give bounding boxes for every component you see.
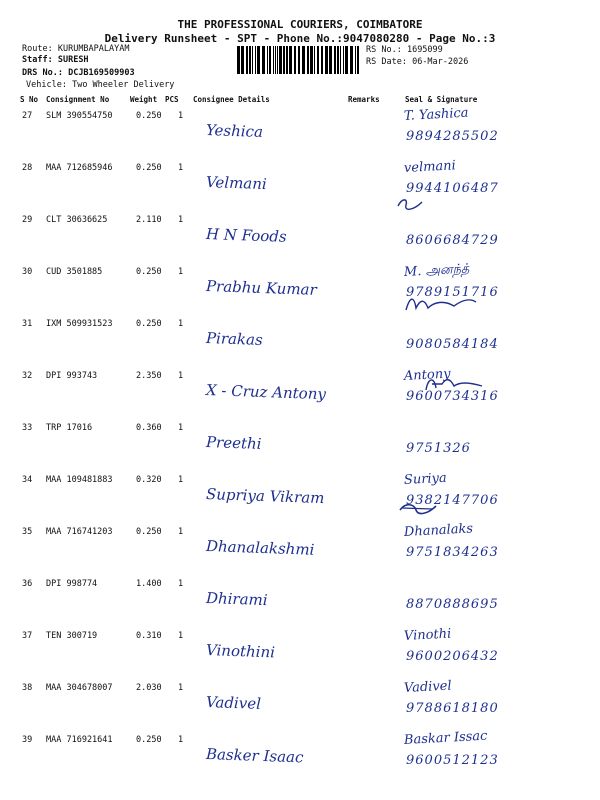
row-sno: 32 xyxy=(22,371,33,381)
barcode xyxy=(236,46,362,74)
row-consignment-no: SLM 390554750 xyxy=(46,111,113,121)
col-seal-header: Seal & Signature xyxy=(405,95,478,104)
row-signature-handwritten: M. அனந்த் xyxy=(403,261,470,280)
row-weight: 0.250 xyxy=(136,267,162,277)
col-remarks-header: Remarks xyxy=(348,95,380,104)
row-pcs: 1 xyxy=(178,423,184,433)
row-phone-handwritten: 9789151716 xyxy=(406,285,499,300)
row-phone-handwritten: 8606684729 xyxy=(406,233,499,248)
row-weight: 0.250 xyxy=(136,163,162,173)
staff-value: SURESH xyxy=(57,55,89,65)
row-sno: 35 xyxy=(22,527,33,537)
row-sno: 27 xyxy=(22,111,33,121)
row-weight: 0.250 xyxy=(136,111,162,121)
runsheet-title: THE PROFESSIONAL COURIERS, COIMBATORE xyxy=(177,18,423,31)
row-sno: 36 xyxy=(22,579,33,589)
row-consignee-handwritten: Velmani xyxy=(205,173,268,194)
row-phone-handwritten: 9894285502 xyxy=(406,129,499,144)
row-signature-handwritten: velmani xyxy=(403,158,457,176)
row-consignment-no: TEN 300719 xyxy=(46,631,98,641)
row-signature-handwritten: Antony xyxy=(403,366,451,384)
row-phone-handwritten: 9751326 xyxy=(406,441,471,456)
vehicle-line: Vehicle: Two Wheeler Delivery xyxy=(26,80,175,90)
row-consignee-handwritten: X - Cruz Antony xyxy=(205,381,327,404)
row-weight: 0.310 xyxy=(136,631,162,641)
row-consignee-handwritten: Dhanalakshmi xyxy=(205,537,315,559)
signature-scribble-33 xyxy=(424,374,484,394)
drs-line: DRS No.: DCJB169509903 xyxy=(22,68,135,78)
row-consignee-handwritten: Pirakas xyxy=(205,329,264,349)
row-pcs: 1 xyxy=(178,371,184,381)
signature-scribble-29 xyxy=(396,196,424,212)
row-sno: 37 xyxy=(22,631,33,641)
row-sno: 34 xyxy=(22,475,33,485)
row-consignee-handwritten: Vinothini xyxy=(205,641,276,662)
row-consignee-handwritten: Basker Isaac xyxy=(205,745,304,767)
row-consignment-no: MAA 712685946 xyxy=(46,163,113,173)
row-weight: 0.320 xyxy=(136,475,162,485)
row-consignee-handwritten: Supriya Vikram xyxy=(205,485,325,508)
row-phone-handwritten: 9751834263 xyxy=(406,545,499,560)
row-pcs: 1 xyxy=(178,267,184,277)
row-pcs: 1 xyxy=(178,683,184,693)
row-signature-handwritten: Vinothi xyxy=(403,626,452,644)
row-consignee-handwritten: Vadivel xyxy=(205,693,262,713)
row-pcs: 1 xyxy=(178,631,184,641)
row-weight: 0.250 xyxy=(136,319,162,329)
row-phone-handwritten: 9788618180 xyxy=(406,701,499,716)
row-consignment-no: MAA 304678007 xyxy=(46,683,113,693)
runsheet-subtitle: Delivery Runsheet - SPT - Phone No.:9047080280 - Page No.:3 xyxy=(104,32,496,45)
row-sno: 31 xyxy=(22,319,33,329)
row-weight: 0.250 xyxy=(136,735,162,745)
row-sno: 33 xyxy=(22,423,33,433)
row-consignment-no: MAA 716741203 xyxy=(46,527,113,537)
rs-no-line: RS No.: 1695099 xyxy=(366,45,443,55)
row-weight: 2.110 xyxy=(136,215,162,225)
row-pcs: 1 xyxy=(178,319,184,329)
staff-line: Staff: SURESH xyxy=(22,55,89,65)
row-sno: 39 xyxy=(22,735,33,745)
row-consignee-handwritten: Dhirami xyxy=(205,589,268,610)
row-phone-handwritten: 9600512123 xyxy=(406,753,499,768)
row-phone-handwritten: 9600206432 xyxy=(406,649,499,664)
row-consignment-no: MAA 716921641 xyxy=(46,735,113,745)
row-weight: 0.360 xyxy=(136,423,162,433)
row-consignment-no: CUD 3501885 xyxy=(46,267,103,277)
row-phone-handwritten: 9600734316 xyxy=(406,389,499,404)
rs-date-line: RS Date: 06-Mar-2026 xyxy=(366,57,469,67)
row-pcs: 1 xyxy=(178,111,184,121)
route-line: Route: KURUMBAPALAYAM xyxy=(22,44,130,54)
row-phone-handwritten: 9080584184 xyxy=(406,337,499,352)
row-sno: 29 xyxy=(22,215,33,225)
col-sno-header: S No xyxy=(20,95,39,104)
col-pcs-header: PCS xyxy=(165,95,179,104)
row-consignment-no: DPI 993743 xyxy=(46,371,98,381)
row-consignee-handwritten: Preethi xyxy=(205,433,262,453)
col-weight-header: Weight xyxy=(130,95,158,104)
row-pcs: 1 xyxy=(178,579,184,589)
rs-no-value: 1695099 xyxy=(406,45,443,55)
row-signature-handwritten: Vadivel xyxy=(403,678,452,696)
row-sno: 38 xyxy=(22,683,33,693)
row-pcs: 1 xyxy=(178,215,184,225)
row-phone-handwritten: 9944106487 xyxy=(406,181,499,196)
row-pcs: 1 xyxy=(178,527,184,537)
row-consignee-handwritten: Yeshica xyxy=(205,121,264,141)
row-pcs: 1 xyxy=(178,735,184,745)
row-weight: 2.350 xyxy=(136,371,162,381)
row-pcs: 1 xyxy=(178,475,184,485)
row-consignment-no: DPI 998774 xyxy=(46,579,98,589)
row-sno: 30 xyxy=(22,267,33,277)
row-signature-handwritten: T. Yashica xyxy=(403,105,469,124)
row-signature-handwritten: Baskar Issac xyxy=(403,728,488,748)
row-consignment-no: TRP 17016 xyxy=(46,423,93,433)
col-consignee-header: Consignee Details xyxy=(193,95,270,104)
row-pcs: 1 xyxy=(178,163,184,173)
col-consignment-header: Consignment No xyxy=(46,95,110,104)
row-consignee-handwritten: Prabhu Kumar xyxy=(205,277,318,299)
rs-date-value: 06-Mar-2026 xyxy=(412,57,469,67)
signature-scribble-31 xyxy=(404,292,478,316)
row-signature-handwritten: Suriya xyxy=(403,470,448,488)
row-consignment-no: IXM 509931523 xyxy=(46,319,113,329)
drs-value: DCJB169509903 xyxy=(68,68,135,78)
row-consignment-no: CLT 30636625 xyxy=(46,215,108,225)
row-sno: 28 xyxy=(22,163,33,173)
row-weight: 1.400 xyxy=(136,579,162,589)
row-signature-handwritten: Dhanalaks xyxy=(403,521,474,540)
row-consignee-handwritten: H N Foods xyxy=(205,225,287,246)
signature-scribble-36 xyxy=(398,500,438,516)
row-weight: 0.250 xyxy=(136,527,162,537)
vehicle-value: Two Wheeler Delivery xyxy=(72,80,175,90)
row-phone-handwritten: 9382147706 xyxy=(406,493,499,508)
row-weight: 2.030 xyxy=(136,683,162,693)
row-consignment-no: MAA 109481883 xyxy=(46,475,113,485)
row-phone-handwritten: 8870888695 xyxy=(406,597,499,612)
route-value: KURUMBAPALAYAM xyxy=(57,44,130,54)
